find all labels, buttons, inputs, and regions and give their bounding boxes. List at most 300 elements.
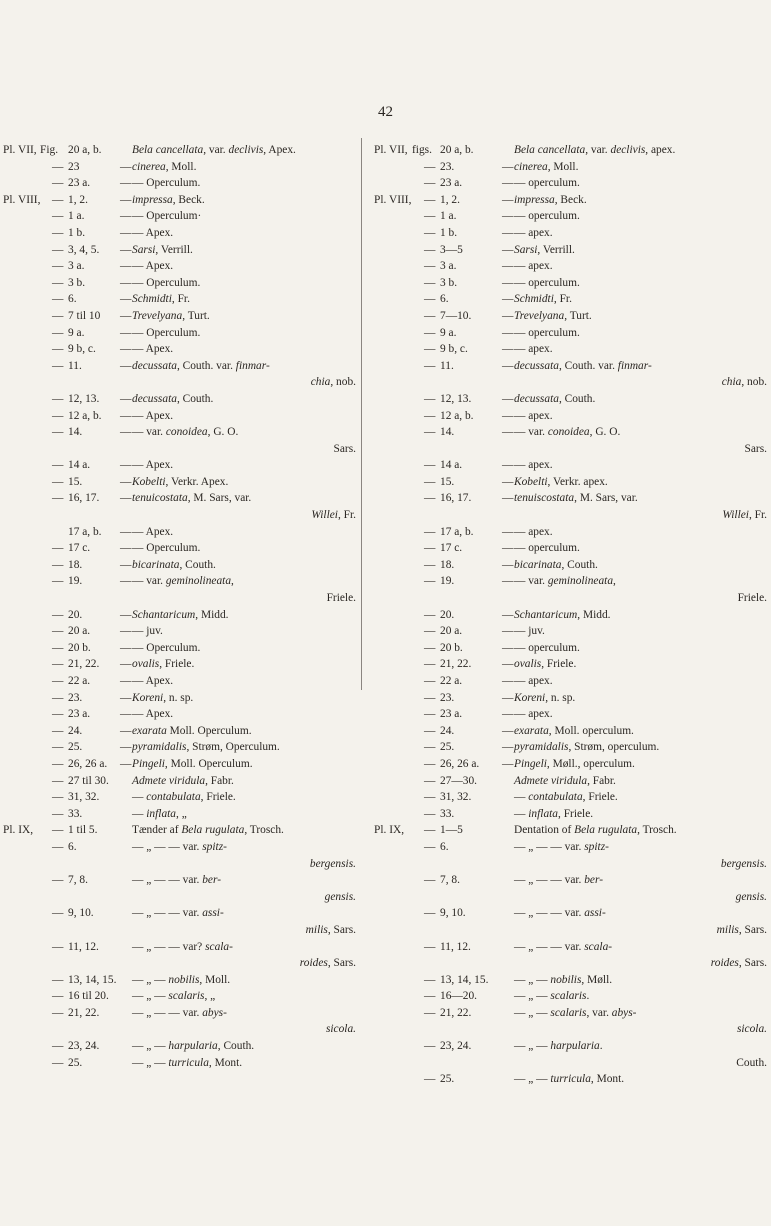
figure-number: 18. (440, 558, 455, 571)
plate-entry (374, 341, 767, 358)
entry-description (514, 142, 767, 159)
ditto-dash (502, 1038, 514, 1055)
figure-number: 1 til 5. (68, 824, 98, 837)
entry-description (514, 208, 767, 225)
fig-label (412, 341, 424, 358)
ditto-dash (502, 806, 514, 823)
entry-description (514, 573, 767, 590)
entry-description (132, 723, 356, 740)
plate-label (3, 656, 40, 673)
figure-number: 31, 32. (440, 791, 472, 804)
entry-description (514, 258, 767, 275)
ditto-dash (120, 1005, 132, 1022)
plate-label (374, 690, 412, 707)
fig-label (40, 822, 52, 839)
entry-description (132, 358, 356, 375)
figure-number: 7 til 10 (68, 309, 101, 322)
entry-description (132, 457, 356, 474)
plate-label (3, 291, 40, 308)
plate-entry (3, 723, 356, 740)
ditto-dash: — (52, 874, 64, 887)
plate-label (374, 457, 412, 474)
entry-description (514, 1021, 767, 1038)
figure-number: 31, 32. (68, 791, 100, 804)
description-text: , „ (176, 807, 187, 820)
plate-entry (374, 175, 767, 192)
description-text: , Couth. var. (176, 359, 236, 372)
description-text: — Operculum. (132, 177, 201, 190)
description-text: — „ — (514, 973, 551, 986)
fig-label (40, 325, 52, 342)
taxon-name: Schmidti (514, 293, 554, 306)
fig-label (412, 839, 424, 856)
figure-number: 3—5 (440, 243, 463, 256)
ditto-dash (120, 905, 132, 922)
entry-description (132, 739, 356, 756)
taxon-name: scala- (205, 940, 233, 953)
ditto-dash: — (424, 409, 436, 422)
taxon-name: impressa (132, 193, 173, 206)
ditto-dash: — (120, 343, 132, 356)
fig-label (40, 291, 52, 308)
fig-label (412, 988, 424, 1005)
fig-label (412, 789, 424, 806)
plate-entry (3, 474, 356, 491)
entry-description (132, 905, 356, 922)
entry-description (514, 922, 767, 939)
ditto-dash: — (502, 675, 514, 687)
plate-entry (374, 490, 767, 507)
fig-label (40, 972, 52, 989)
description-text: — Apex. (132, 675, 174, 687)
description-text: — operculum. (514, 276, 580, 289)
ditto-dash (120, 988, 132, 1005)
plate-label (3, 690, 40, 707)
ditto-dash: — (52, 840, 64, 853)
plate-label (3, 408, 40, 425)
plate-entry (374, 806, 767, 823)
plate-entry (3, 192, 356, 209)
entry-description (514, 673, 767, 690)
ditto-dash: — (424, 708, 436, 721)
ditto-dash: — (424, 940, 436, 953)
plate-list-norwegian (3, 142, 356, 1071)
plate-entry (374, 656, 767, 673)
figure-number: 17 c. (440, 542, 463, 555)
taxon-name: spitz- (584, 840, 609, 853)
figure-number: 11, 12. (440, 940, 471, 953)
plate-label (374, 706, 412, 723)
figure-number: 20 a, b. (68, 144, 102, 156)
description-text: , Verkr. apex. (547, 475, 608, 488)
taxon-name: bicarinata (514, 558, 562, 571)
plate-entry (374, 225, 767, 242)
fig-label (40, 540, 52, 557)
ditto-dash: — (120, 708, 132, 721)
ditto-dash: — (502, 691, 514, 704)
figure-number: 19. (68, 575, 83, 588)
plate-label (3, 341, 40, 358)
entry-description (132, 889, 356, 906)
fig-label (40, 424, 52, 441)
fig-label (40, 1005, 52, 1022)
plate-entry (374, 192, 767, 209)
fig-label (40, 275, 52, 292)
ditto-dash: — (52, 177, 64, 190)
plate-label (3, 839, 40, 856)
plate-entry (3, 640, 356, 657)
ditto-dash: — (502, 558, 514, 571)
figure-number: 6. (68, 840, 77, 853)
description-text: — var. (132, 575, 166, 588)
description-text: — „ — (132, 973, 169, 986)
ditto-dash: — (424, 658, 436, 671)
plate-entry (3, 988, 356, 1005)
plate-entry (3, 490, 356, 507)
description-text: , Møll. (581, 973, 613, 986)
plate-entry (374, 457, 767, 474)
plate-label (374, 308, 412, 325)
ditto-dash: — (52, 741, 64, 754)
taxon-name: scalaris (168, 990, 205, 1003)
taxon-name: harpularia (550, 1040, 600, 1053)
plate-entry (374, 723, 767, 740)
ditto-dash: — (52, 426, 64, 439)
description-text: — apex. (514, 226, 553, 239)
figure-number: 23 a. (440, 177, 463, 190)
description-text: — Operculum. (132, 542, 201, 555)
fig-label (412, 739, 424, 756)
fig-label (412, 905, 424, 922)
description-text: , Couth. (176, 392, 214, 405)
taxon-name: milis (305, 923, 328, 936)
description-text: , var. (585, 144, 611, 156)
description-text: , Moll. (165, 160, 197, 173)
fig-label (40, 756, 52, 773)
fig-label (412, 457, 424, 474)
plate-entry (3, 690, 356, 707)
fig-label (412, 490, 424, 507)
entry-description (514, 408, 767, 425)
description-text: , Couth. (558, 392, 596, 405)
entry-description (514, 325, 767, 342)
description-text: , apex. (645, 144, 676, 156)
plate-entry (3, 524, 356, 541)
taxon-name: inflata (528, 807, 558, 820)
plate-entry (3, 1005, 356, 1022)
plate-entry (374, 291, 767, 308)
description-text: — Apex. (132, 525, 174, 538)
fig-label (412, 175, 424, 192)
taxon-name: pyramidalis (132, 741, 187, 754)
description-text: Friele. (326, 592, 356, 605)
plate-list-english (374, 142, 767, 1088)
description-text: , Fr. (748, 509, 767, 522)
plate-entry (3, 789, 356, 806)
taxon-name: cinerea (132, 160, 166, 173)
ditto-dash: — (502, 426, 514, 439)
description-text: , Couth. (217, 1040, 255, 1053)
fig-label (412, 673, 424, 690)
ditto-dash: — (120, 558, 132, 571)
entry-continuation (374, 1055, 767, 1072)
fig-label: Fig. (40, 144, 59, 156)
entry-description (514, 590, 767, 607)
fig-label (412, 607, 424, 624)
description-text: — juv. (132, 625, 163, 638)
ditto-dash: — (424, 426, 436, 439)
description-text: , Verkr. Apex. (165, 475, 229, 488)
plate-label (3, 159, 40, 176)
description-text: — operculum. (514, 641, 580, 654)
figure-number: 16, 17. (440, 492, 472, 505)
plate-label (3, 258, 40, 275)
plate-label (3, 872, 40, 889)
ditto-dash (502, 939, 514, 956)
description-text: , Beck. (172, 193, 205, 206)
plate-entry (374, 939, 767, 956)
taxon-name: finmar- (235, 359, 270, 372)
plate-entry (374, 524, 767, 541)
ditto-dash: — (502, 708, 514, 721)
ditto-dash: — (120, 741, 132, 754)
taxon-name: impressa (514, 193, 555, 206)
ditto-dash: — (120, 260, 132, 273)
ditto-dash: — (424, 1040, 436, 1053)
description-text: . (599, 1040, 603, 1053)
taxon-name: scala- (584, 940, 613, 953)
description-text: — „ — — var? (132, 940, 206, 953)
entry-description (132, 590, 356, 607)
description-text: — „ — — var. (132, 907, 203, 920)
taxon-name: geminolineata (165, 575, 232, 588)
fig-label (412, 225, 424, 242)
taxon-name: Sarsi (132, 243, 156, 256)
ditto-dash: — (52, 608, 64, 621)
description-text: , Moll. (547, 160, 579, 173)
figure-number: 12 a, b. (68, 409, 102, 422)
plate-label (3, 607, 40, 624)
taxon-name: Pingeli (514, 757, 547, 770)
plate-label (3, 208, 40, 225)
plate-entry (3, 623, 356, 640)
entry-description (514, 1005, 767, 1022)
entry-description (514, 955, 767, 972)
plate-label (3, 789, 40, 806)
plate-entry (3, 939, 356, 956)
description-text: — Operculum. (132, 276, 201, 289)
figure-number: 33. (68, 807, 83, 820)
description-text: , Fr. (171, 293, 190, 306)
plate-entry (374, 673, 767, 690)
ditto-dash: — (502, 459, 514, 472)
description-text: , Friele. (582, 791, 618, 804)
ditto-dash: — (424, 392, 436, 405)
fig-label (40, 258, 52, 275)
entry-description (514, 789, 767, 806)
plate-label (374, 341, 412, 358)
fig-label (40, 524, 52, 541)
fig-label (40, 773, 52, 790)
taxon-name: ber- (202, 874, 221, 887)
fig-label (412, 208, 424, 225)
entry-continuation (3, 955, 356, 972)
ditto-dash: — (424, 608, 436, 621)
description-text: Sars. (744, 442, 767, 455)
taxon-name: roides (710, 957, 739, 970)
description-text: , Couth. (179, 558, 216, 571)
plate-label (3, 673, 40, 690)
entry-description (514, 822, 767, 839)
ditto-dash: — (120, 459, 132, 472)
description-text: — „ — (514, 990, 551, 1003)
plate-label (3, 1055, 40, 1072)
plate-entry (374, 607, 767, 624)
entry-description (514, 607, 767, 624)
ditto-dash: — (120, 359, 132, 372)
plate-label (374, 607, 412, 624)
plate-entry (374, 474, 767, 491)
fig-label (40, 192, 52, 209)
figure-number: 17 a, b. (68, 525, 102, 538)
ditto-dash: — (120, 326, 132, 339)
ditto-dash: — (52, 575, 64, 588)
taxon-name: contabulata (146, 791, 201, 804)
ditto-dash (120, 822, 132, 839)
ditto-dash: — (120, 177, 132, 190)
fig-label (412, 308, 424, 325)
plate-entry (3, 159, 356, 176)
entry-description (514, 490, 767, 507)
figure-number: 1, 2. (440, 193, 460, 206)
figure-number: 13, 14, 15. (68, 973, 117, 986)
description-text: , Møll., operculum. (546, 757, 635, 770)
ditto-dash: — (502, 575, 514, 588)
entry-description (514, 540, 767, 557)
entry-continuation (3, 922, 356, 939)
entry-description (132, 806, 356, 823)
plate-label (374, 640, 412, 657)
entry-description (514, 374, 767, 391)
description-text: Dentation of (514, 824, 575, 837)
plate-label (374, 175, 412, 192)
figure-number: 3 b. (68, 276, 86, 289)
entry-continuation (3, 590, 356, 607)
ditto-dash: — (52, 409, 64, 422)
plate-label: Pl. IX, (374, 824, 405, 837)
entry-description (514, 557, 767, 574)
description-text: — „ — — var. (514, 840, 585, 853)
entry-continuation (3, 441, 356, 458)
entry-description (514, 1055, 767, 1072)
description-text: Couth. (736, 1056, 767, 1069)
figure-number: 11. (68, 359, 82, 372)
ditto-dash: — (52, 791, 64, 804)
plate-entry (374, 424, 767, 441)
taxon-name: decussata (132, 392, 177, 405)
description-text: , Turt. (564, 309, 592, 322)
entry-description (132, 656, 356, 673)
figure-number: 17 c. (68, 542, 91, 555)
entry-description (132, 208, 356, 225)
entry-description (514, 1071, 767, 1088)
description-text: — apex. (514, 459, 553, 472)
plate-entry (3, 806, 356, 823)
figure-number: 1—5 (440, 824, 463, 837)
fig-label (40, 706, 52, 723)
entry-description (132, 341, 356, 358)
plate-entry (374, 739, 767, 756)
description-text: — (132, 791, 147, 804)
plate-entry (374, 258, 767, 275)
taxon-name: sicola. (325, 1023, 356, 1036)
ditto-dash: — (424, 309, 436, 322)
plate-entry (3, 673, 356, 690)
figure-number: 16, 17. (68, 492, 100, 505)
ditto-dash: — (52, 475, 64, 488)
fig-label (40, 159, 52, 176)
entry-description (132, 374, 356, 391)
ditto-dash: — (424, 276, 436, 289)
ditto-dash: — (52, 708, 64, 721)
fig-label (412, 1071, 424, 1088)
ditto-dash (502, 972, 514, 989)
description-text: , Friele. (558, 807, 594, 820)
description-text: — „ — (132, 990, 169, 1003)
plate-entry (374, 756, 767, 773)
fig-label (412, 1005, 424, 1022)
fig-label (412, 690, 424, 707)
plate-entry (374, 640, 767, 657)
ditto-dash (120, 1055, 132, 1072)
description-text: , Apex. (263, 144, 296, 156)
description-text: — apex. (514, 343, 553, 356)
plate-entry (3, 839, 356, 856)
figure-number: 23, 24. (440, 1040, 472, 1053)
description-text: — „ — (514, 1040, 551, 1053)
entry-description (514, 291, 767, 308)
ditto-dash: — (52, 625, 64, 638)
figure-number: 6. (68, 293, 77, 306)
figure-number: 3 a. (440, 260, 457, 273)
entry-description (132, 258, 356, 275)
fig-label (40, 988, 52, 1005)
entry-continuation (374, 955, 767, 972)
ditto-dash: — (424, 525, 436, 538)
fig-label (412, 640, 424, 657)
figure-number: 26, 26 a. (68, 757, 108, 770)
ditto-dash (120, 806, 132, 823)
plate-label (374, 275, 412, 292)
entry-description (132, 391, 356, 408)
ditto-dash: — (424, 741, 436, 754)
taxon-name: Kobelti (132, 475, 166, 488)
fig-label (412, 275, 424, 292)
plate-entry (3, 358, 356, 375)
fig-label (40, 789, 52, 806)
fig-label (412, 656, 424, 673)
fig-label (40, 474, 52, 491)
plate-label: Pl. VII, (374, 144, 408, 156)
figure-number: 20 a. (440, 625, 463, 638)
description-text: — „ — (132, 1040, 169, 1053)
entry-description (132, 441, 356, 458)
ditto-dash: — (502, 177, 514, 190)
entry-description (132, 325, 356, 342)
plate-entry (374, 1038, 767, 1055)
description-text: — var. (514, 426, 548, 439)
figure-number: 23 a. (440, 708, 463, 721)
